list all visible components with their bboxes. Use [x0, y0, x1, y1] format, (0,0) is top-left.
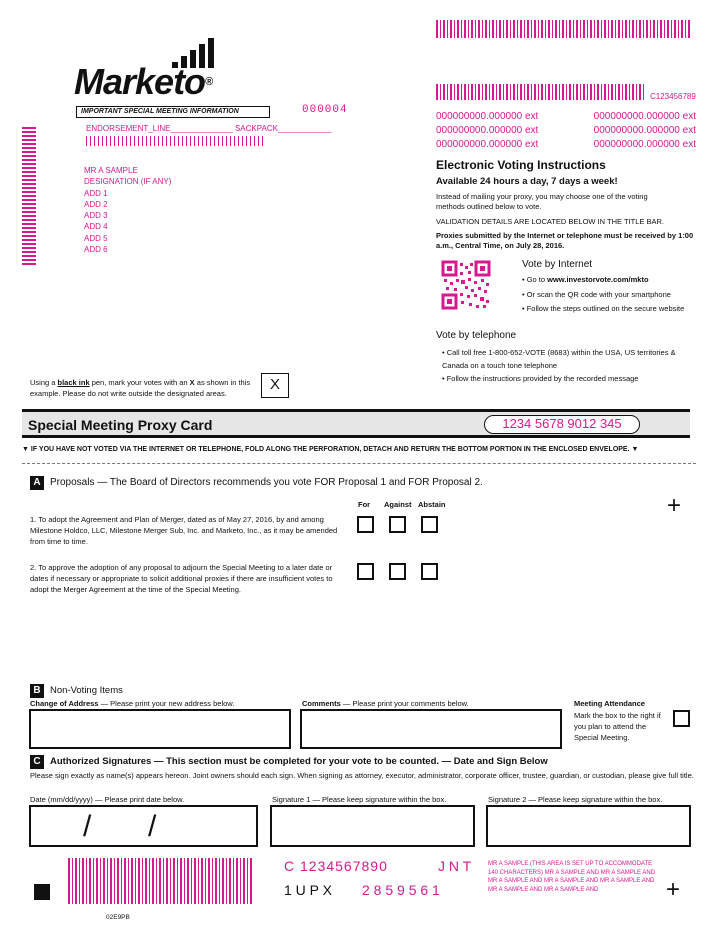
vote-abstain-checkbox[interactable]	[421, 516, 438, 533]
address-line: ADD 2	[84, 199, 108, 209]
internet-item: • Or scan the QR code with your smartphone	[522, 290, 671, 299]
signature-1-field[interactable]	[270, 805, 475, 847]
col-against: Against	[384, 500, 412, 509]
sig2-label: Signature 2 — Please keep signature within the box.	[488, 795, 663, 804]
footer-number: 2 8 5 9 5 6 1	[362, 882, 440, 898]
vote-for-checkbox[interactable]	[357, 516, 374, 533]
section-a-header	[30, 476, 483, 490]
vote-against-checkbox[interactable]	[389, 516, 406, 533]
footer-jnt: J N T	[438, 858, 472, 874]
form-code: 02E9PB	[106, 914, 130, 921]
footer-sample: MR A SAMPLE (THIS AREA IS SET UP TO ACCOMMODATE 140 CHARACTERS) MR A SAMPLE AND MR A SAMPLE AND MR A SAMPLE AND MR A SAMPLE AND MR A SAMPLE AND MR A SAMPLE AND MR A SAMPLE AND	[488, 861, 656, 893]
internet-title: Vote by Internet	[522, 259, 593, 270]
voting-deadline: Proxies submitted by the Internet or telephone must be received by 1:00 a.m., Central Time, on July 28, 2016.	[436, 231, 694, 250]
logo-reg: ®	[205, 76, 213, 88]
ext-line: 000000000.000000 ext	[436, 111, 539, 122]
postal-barcode	[86, 136, 264, 146]
address-line: ADD 1	[84, 188, 108, 198]
plus-icon: +	[666, 876, 681, 903]
footer-upx: 1 U P X	[284, 882, 332, 898]
top-barcode	[436, 20, 692, 38]
ext-line: 000000000.000000 ext	[436, 139, 539, 150]
phone-item: • Follow the instructions provided by the recorded message	[442, 374, 639, 383]
address-line: ADD 4	[84, 222, 108, 232]
control-number: C123456789	[650, 92, 696, 101]
change-address-label	[30, 699, 234, 708]
ext-line: 000000000.000000 ext	[593, 125, 696, 136]
section-letter: A	[30, 476, 44, 490]
address-line: ADD 3	[84, 211, 108, 221]
perforation	[22, 463, 696, 464]
col-abstain: Abstain	[418, 500, 446, 509]
voting-title: Electronic Voting Instructions	[436, 158, 606, 172]
plus-icon: +	[667, 492, 682, 519]
ink-text: black ink	[57, 378, 90, 387]
change-address-field[interactable]	[29, 709, 291, 749]
fold-text: IF YOU HAVE NOT VOTED VIA THE INTERNET OR TELEPHONE, FOLD ALONG THE PERFORATION, DETACH AND RETURN THE BOTTOM PORTION IN THE ENCLOSED ENVELOPE.	[30, 446, 630, 453]
triangle-down-icon: ▼	[22, 446, 29, 453]
section-letter: B	[30, 684, 44, 698]
corner-square-icon	[34, 884, 50, 900]
label-hint: — Please print your comments below.	[340, 699, 469, 708]
date-label: Date (mm/dd/yyyy) — Please print date below.	[30, 795, 185, 804]
important-label: IMPORTANT SPECIAL MEETING INFORMATION	[76, 106, 270, 118]
sample-mark-box	[261, 373, 289, 398]
label-strong: Change of Address	[30, 699, 99, 708]
label-hint: — Please print your new address below.	[98, 699, 235, 708]
ink-instructions	[30, 377, 252, 399]
attendance-checkbox[interactable]	[673, 710, 690, 727]
ink-text: pen, mark your votes with an	[89, 378, 190, 387]
ink-text: X	[189, 378, 195, 387]
endorsement-line: ENDORSEMENT_LINE______________ SACKPACK____________	[86, 124, 332, 133]
sig1-label: Signature 1 — Please keep signature within the box.	[272, 795, 447, 804]
footer-control: C 1234567890	[284, 858, 388, 874]
ext-line: 000000000.000000 ext	[593, 139, 696, 150]
signature-2-field[interactable]	[486, 805, 691, 847]
date-field[interactable]	[29, 805, 258, 847]
title-bar	[22, 409, 690, 438]
fold-instruction	[22, 446, 702, 453]
attendance-text: Mark the box to the right if you plan to attend the Special Meeting.	[574, 711, 661, 742]
ext-line: 000000000.000000 ext	[593, 111, 696, 122]
logo-text: Marketo	[74, 61, 206, 102]
section-letter: C	[30, 755, 44, 769]
comments-label	[302, 699, 469, 708]
vote-for-checkbox[interactable]	[357, 563, 374, 580]
date-slash: /	[148, 810, 157, 843]
ink-text: as shown in this example. Please do not write outside the designated areas.	[30, 378, 251, 398]
attendance-title: Meeting Attendance	[574, 699, 645, 708]
address-line: ADD 5	[84, 233, 108, 243]
proposal-1: 1. To adopt the Agreement and Plan of Merger, dated as of May 27, 2016, by and among Milestone Holdco, LLC, Milestone Merger Sub, Inc. and Marketo, Inc., as it may be amended from time to time.	[30, 515, 338, 546]
sample-mark: X	[269, 376, 280, 393]
triangle-down-icon: ▼	[631, 446, 639, 453]
label-strong: Comments	[302, 699, 341, 708]
section-c-text: Please sign exactly as name(s) appears hereon. Joint owners should each sign. When signing as attorney, executor, administrator, corporate officer, trustee, guardian, or custodian, please give full title.	[30, 771, 694, 780]
section-c-header	[30, 755, 548, 769]
qr-code-icon[interactable]	[441, 260, 491, 310]
voting-validation: VALIDATION DETAILS ARE LOCATED BELOW IN THE TITLE BAR.	[436, 217, 664, 226]
footer-barcode	[68, 858, 254, 904]
validation-number: 1234 5678 9012 345	[484, 415, 640, 434]
section-c-title: Authorized Signatures — This section must be completed for your vote to be counted. — Date and Sign Below	[50, 756, 548, 767]
logo	[74, 38, 224, 104]
address-block	[84, 165, 171, 255]
voting-intro: Instead of mailing your proxy, you may choose one of the voting methods outlined below to vote.	[436, 192, 648, 211]
internet-goto-text: • Go to	[522, 275, 548, 284]
internet-item: • Follow the steps outlined on the secure website	[522, 304, 685, 313]
date-slash: /	[83, 810, 92, 843]
vote-abstain-checkbox[interactable]	[421, 563, 438, 580]
voting-available: Available 24 hours a day, 7 days a week!	[436, 176, 618, 187]
address-line: MR A SAMPLE	[84, 166, 138, 175]
section-b-header	[30, 684, 123, 698]
side-barcode	[22, 127, 36, 265]
internet-goto	[522, 275, 649, 284]
proposal-2: 2. To approve the adoption of any proposal to adjourn the Special Meeting to a later date or dates if necessary or appropriate to solicit additional proxies if there are insufficient votes to adopt the Merger Agreement at the time of the Special Meeting.	[30, 563, 333, 594]
ext-lines	[436, 110, 696, 152]
header-code: 000004	[302, 104, 348, 116]
address-line: DESIGNATION (IF ANY)	[84, 177, 172, 187]
vote-against-checkbox[interactable]	[389, 563, 406, 580]
section-a-title: Proposals — The Board of Directors recommends you vote FOR Proposal 1 and FOR Proposal 2.	[50, 477, 483, 488]
address-line: ADD 6	[84, 245, 108, 255]
comments-field[interactable]	[300, 709, 562, 749]
card-title: Special Meeting Proxy Card	[28, 417, 213, 433]
phone-item: • Call toll free 1-800-652-VOTE (8683) within the USA, US territories & Canada on a touch tone telephone	[442, 348, 676, 370]
ext-line: 000000000.000000 ext	[436, 125, 539, 136]
col-for: For	[358, 500, 371, 509]
phone-title: Vote by telephone	[436, 330, 517, 341]
section-b-title: Non-Voting Items	[50, 685, 123, 696]
internet-url-link[interactable]: www.investorvote.com/mkto	[547, 275, 649, 284]
right-barcode	[436, 84, 644, 100]
ink-text: Using a	[30, 378, 58, 387]
